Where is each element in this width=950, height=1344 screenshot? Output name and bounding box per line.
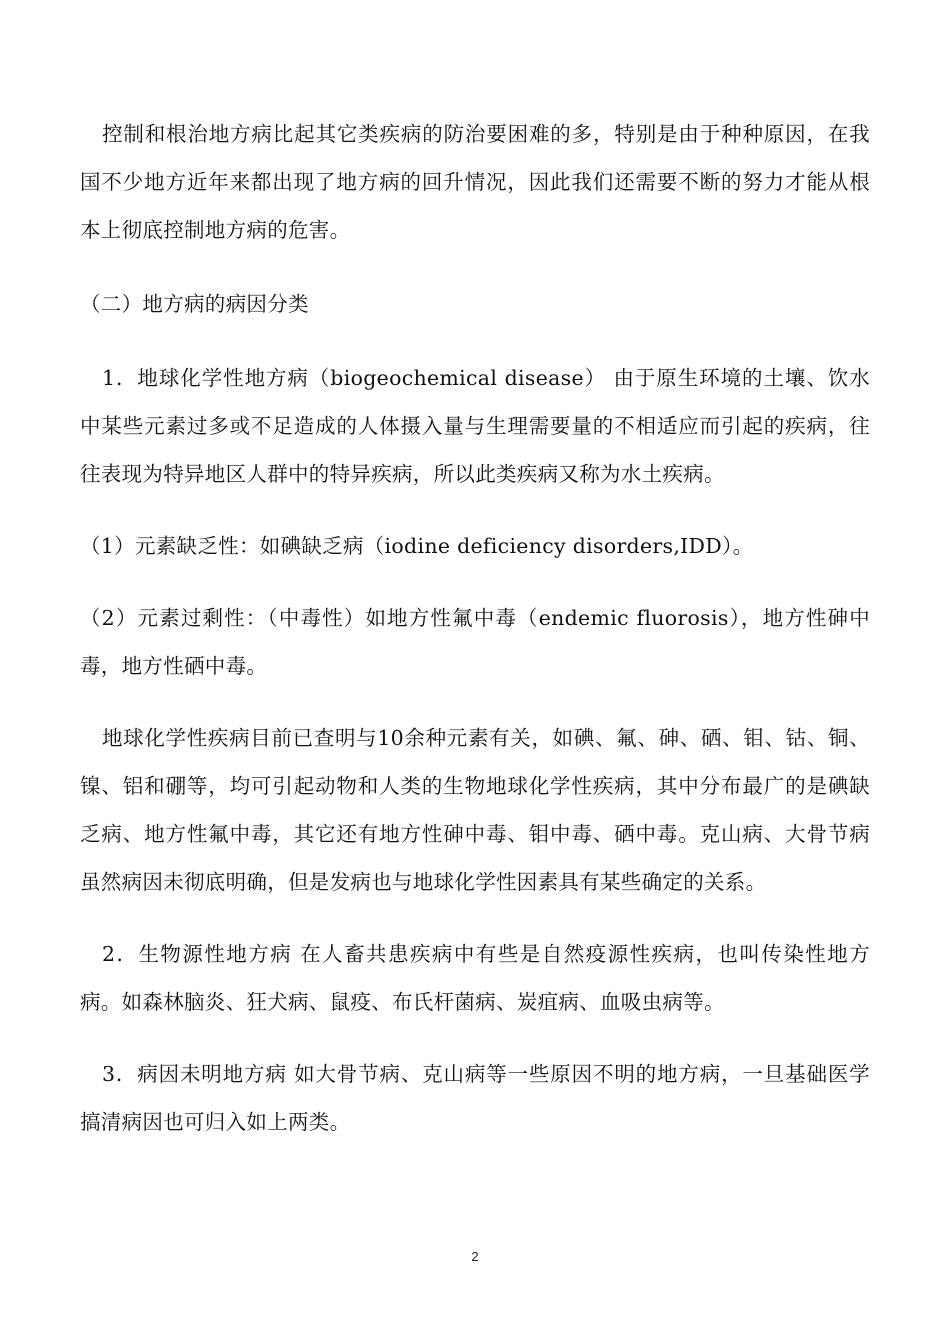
paragraph-geochemical-elements: 地球化学性疾病目前已查明与10余种元素有关，如碘、氟、砷、硒、钼、钴、铜、镍、铝和硼等，均可引起动物和人类的生物地球化学性疾病，其中分布最广的是碘缺乏病、地方性氟中毒，其它还有地方性砷中毒、钼中毒、硒中毒。克山病、大骨节病虽然病因未彻底明确，但是发病也与地球化学性因素具有某些确定的关系。 [80,726,870,894]
paragraph-unknown-cause-disease: 3．病因未明地方病 如大骨节病、克山病等一些原因不明的地方病，一旦基础医学搞清病因也可归入如上两类。 [80,1062,870,1134]
paragraph-element-excess: （2）元素过剩性：（中毒性）如地方性氟中毒（endemic fluorosis），地方性砷中毒，地方性硒中毒。 [80,606,870,678]
paragraph-biological-disease: 2．生物源性地方病 在人畜共患疾病中有些是自然疫源性疾病，也叫传染性地方病。如森林脑炎、狂犬病、鼠疫、布氏杆菌病、炭疽病、血吸虫病等。 [80,942,870,1014]
paragraph-element-deficiency: （1）元素缺乏性：如碘缺乏病（iodine deficiency disorders,IDD）。 [80,534,754,558]
section-heading-etiology: （二）地方病的病因分类 [80,292,309,316]
document-body [80,110,870,1146]
paragraph-control-difficulty: 控制和根治地方病比起其它类疾病的防治要困难的多，特别是由于种种原因，在我国不少地方近年来都出现了地方病的回升情况，因此我们还需要不断的努力才能从根本上彻底控制地方病的危害。 [80,122,870,242]
paragraph-geochemical-disease: 1．地球化学性地方病（biogeochemical disease） 由于原生环境的土壤、饮水中某些元素过多或不足造成的人体摄入量与生理需要量的不相适应而引起的疾病，往往表现为特异地区人群中的特异疾病，所以此类疾病又称为水土疾病。 [80,366,870,486]
page-number: 2 [471,1249,479,1264]
